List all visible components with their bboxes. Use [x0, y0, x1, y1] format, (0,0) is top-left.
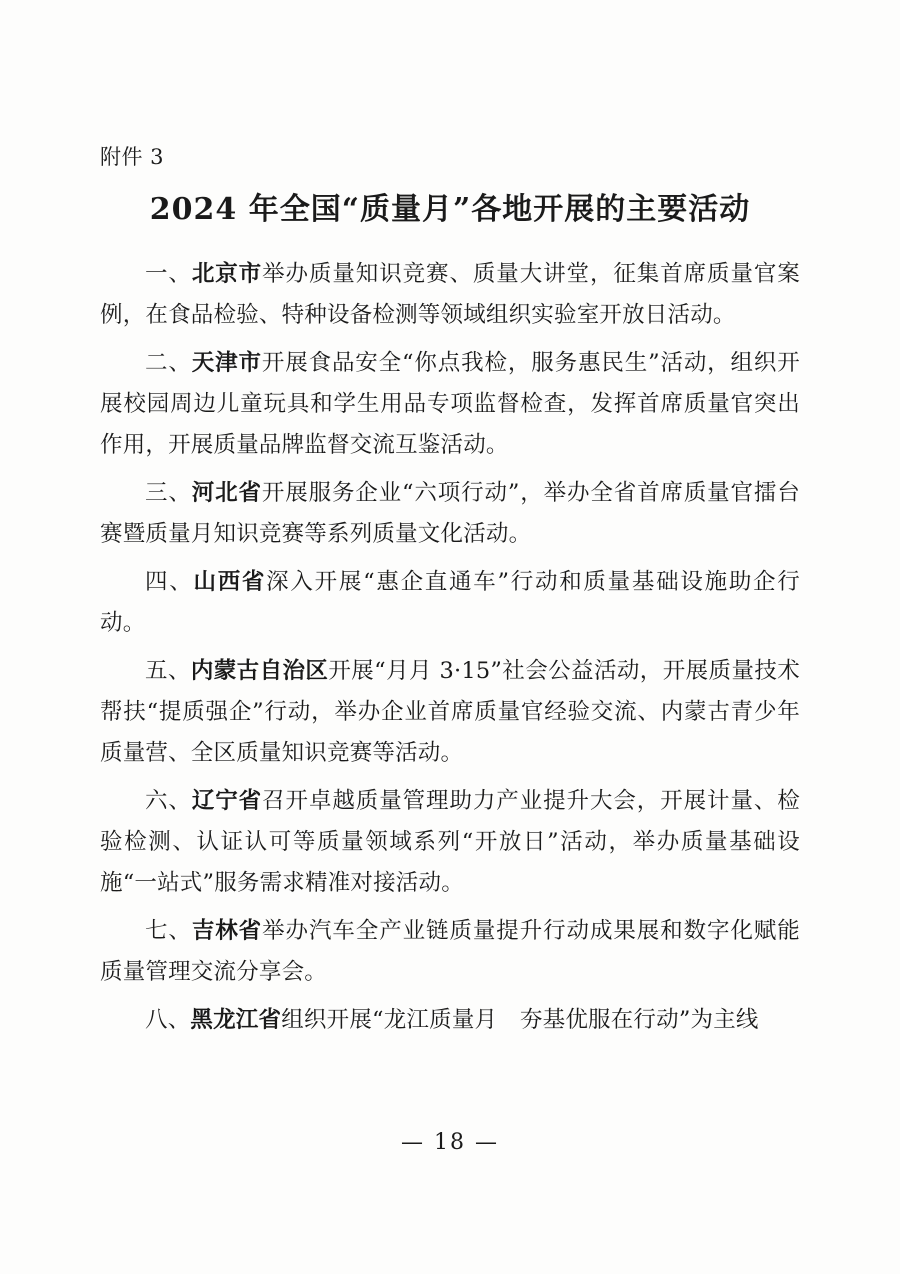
paragraph-8-enum: 八、 [145, 1007, 191, 1034]
paragraph-2 [100, 343, 800, 466]
paragraph-1-text: 举办质量知识竞赛、质量大讲堂，征集首席质量官案例，在食品检验、特种设备检测等领域组织实验室开放日活动。 [100, 261, 800, 329]
paragraph-6-text: 召开卓越质量管理助力产业提升大会，开展计量、检验检测、认证认可等质量领域系列“开放日”活动，举办质量基础设施“一站式”服务需求精准对接活动。 [100, 788, 800, 897]
paragraph-3-region: 河北省 [191, 480, 262, 507]
paragraph-4-region: 山西省 [193, 569, 267, 596]
paragraph-7 [100, 911, 800, 993]
paragraph-5-enum: 五、 [145, 658, 191, 685]
paragraph-3-enum: 三、 [145, 480, 192, 507]
paragraph-8-text: 组织开展“龙江质量月 夯基优服在行动”为主线 [281, 1007, 759, 1034]
paragraph-1-region: 北京市 [191, 261, 263, 288]
document-body [100, 145, 800, 1048]
paragraph-4-text: 深入开展“惠企直通车”行动和质量基础设施助企行动。 [100, 569, 800, 637]
paragraph-1 [100, 254, 800, 336]
paragraph-1-enum: 一、 [145, 261, 192, 288]
attachment-label: 附件 3 [100, 145, 165, 169]
paragraph-7-region: 吉林省 [191, 918, 263, 945]
paragraph-4-enum: 四、 [145, 569, 194, 596]
paragraph-3 [100, 473, 800, 555]
paragraph-2-region: 天津市 [191, 350, 262, 377]
paragraph-6-region: 辽宁省 [191, 788, 263, 815]
paragraph-4 [100, 562, 800, 644]
page-title: 2024 年全国“质量月”各地开展的主要活动 [149, 192, 751, 228]
paragraph-8-region: 黑龙江省 [190, 1007, 282, 1034]
paragraph-6 [100, 781, 800, 904]
paragraph-5 [100, 651, 800, 774]
paragraph-7-enum: 七、 [145, 918, 192, 945]
paragraph-3-text: 开展服务企业“六项行动”，举办全省首席质量官擂台赛暨质量月知识竞赛等系列质量文化活动。 [100, 480, 800, 548]
paragraph-2-text: 开展食品安全“你点我检，服务惠民生”活动，组织开展校园周边儿童玩具和学生用品专项监督检查，发挥首席质量官突出作用，开展质量品牌监督交流互鉴活动。 [100, 350, 800, 459]
paragraph-8 [100, 1000, 800, 1041]
paragraph-7-text: 举办汽车全产业链质量提升行动成果展和数字化赋能质量管理交流分享会。 [100, 918, 800, 986]
page-number: — 18 — [401, 1130, 499, 1155]
paragraph-6-enum: 六、 [145, 788, 192, 815]
paragraph-5-region: 内蒙古自治区 [190, 658, 329, 685]
paragraph-2-enum: 二、 [145, 350, 192, 377]
paragraph-5-text: 开展“月月 3·15”社会公益活动，开展质量技术帮扶“提质强企”行动，举办企业首席质量官经验交流、内蒙古青少年质量营、全区质量知识竞赛等活动。 [100, 658, 801, 767]
